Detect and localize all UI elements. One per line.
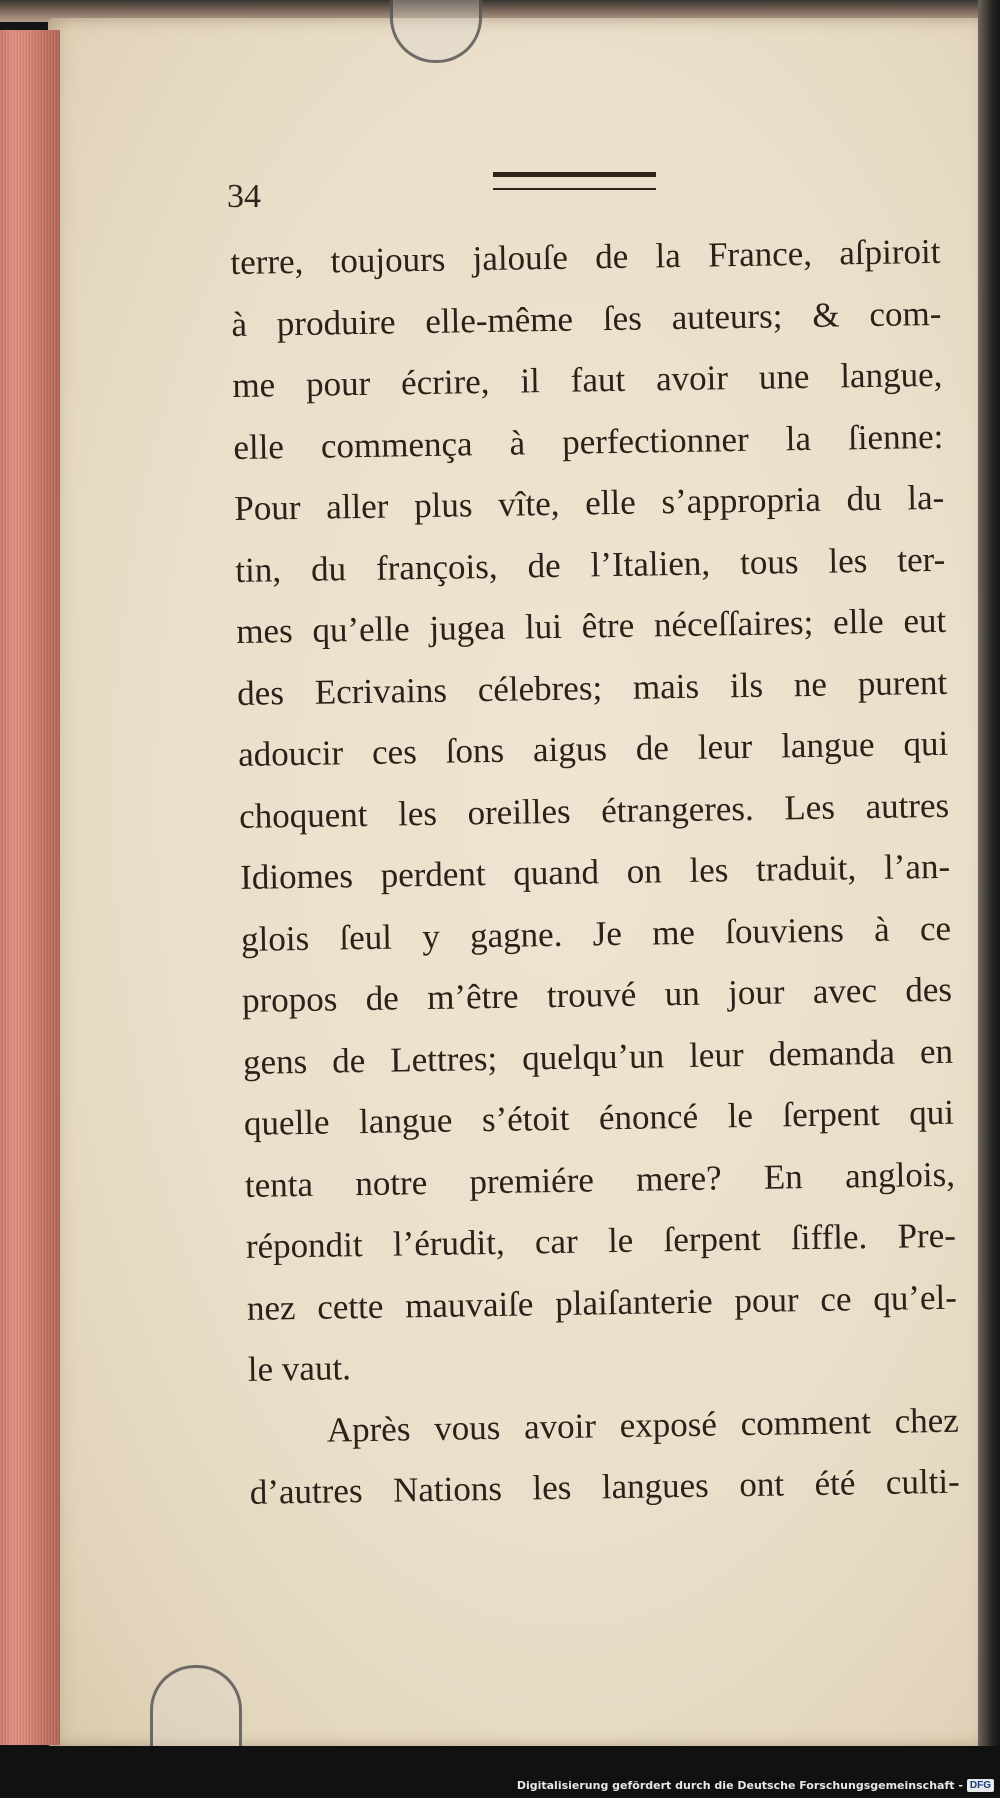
text-line: terre, toujours jalouſe de la France, aſpiroit [230,231,941,282]
text-line: tenta notre premiére mere? En anglois, [244,1154,956,1205]
text-line: choquent les oreilles étrangeres. Les autres [238,785,950,836]
text-line: d’autres Nations les langues ont été culti- [249,1461,961,1512]
page-text [230,221,960,1523]
header-rule [493,172,656,177]
page-number: 34 [227,178,261,215]
text-line: Après vous avoir exposé comment chez [326,1400,960,1450]
text-line: mes qu’elle jugea lui être néceſſaires; elle eut [235,600,947,651]
funding-credit [517,1776,994,1794]
text-line: tin, du françois, de l’Italien, tous les ter- [235,539,946,590]
text-line: adoucir ces ſons aigus de leur langue qui [237,723,949,774]
text-line: quelle langue s’étoit énoncé le ſerpent qui [243,1092,955,1143]
text-line: me pour écrire, il faut avoir une langue, [232,354,943,405]
dfg-logo: DFG [967,1779,994,1792]
text-line: gens de Lettres; quelqu’un leur demanda en [242,1031,954,1082]
text-line: Idiomes perdent quand on les traduit, l’an- [239,846,951,897]
header-rule-thin [493,188,656,190]
text-line: répondit l’érudit, car le ſerpent ſiffle. Pre- [245,1215,957,1266]
text-line: glois ſeul y gagne. Je me ſouviens à ce [240,908,952,959]
text-line: le vaut. [247,1348,352,1389]
text-line: des Ecrivains célebres; mais ils ne purent [236,662,948,713]
text-line: elle commença à perfectionner la ſienne: [233,416,944,467]
text-line: propos de m’être trouvé un jour avec des [241,969,953,1020]
text-line: nez cette mauvaiſe plaiſanterie pour ce qu’el- [246,1277,958,1328]
page-holder-clip-bottom [150,1665,242,1748]
red-page-edges [0,30,60,1745]
book-gutter [978,0,1000,1798]
scan-footer-bar [0,1746,1000,1798]
text-line: Pour aller plus vîte, elle s’appropria du la- [234,477,945,528]
funding-credit-text: Digitalisierung gefördert durch die Deutsche Forschungsgemeinschaft - [516,1778,963,1792]
text-line: à produire elle-même ſes auteurs; & com- [231,293,942,344]
